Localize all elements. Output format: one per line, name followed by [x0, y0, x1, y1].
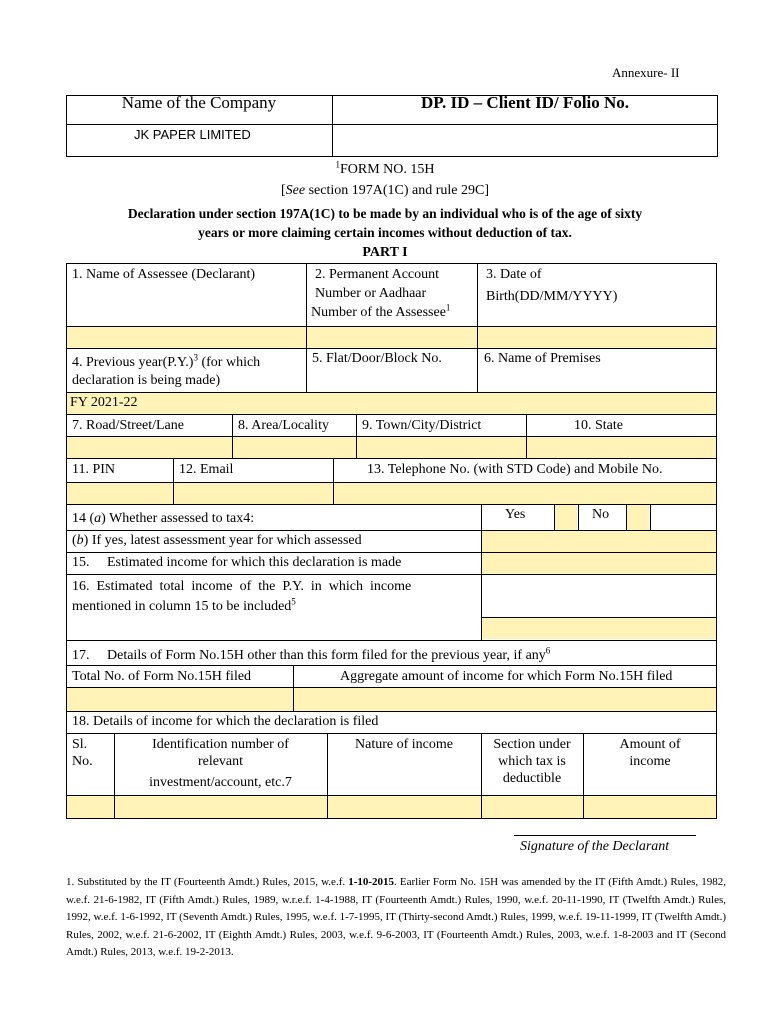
aggregate-income-label: Aggregate amount of income for which Form No.15H filed: [340, 669, 673, 684]
pin-label: 11. PIN: [72, 462, 116, 477]
form15h-details-label: 17. Details of Form No.15H other than this form filed for the previous year, if any$^6$: [72, 645, 551, 663]
declaration-line-1: Declaration under section 197A(1C) to be made by an individual who is of the age of sixty: [127, 206, 643, 221]
amount-header-line2: income: [629, 754, 671, 769]
total-forms-filed-label: Total No. of Form No.15H filed: [72, 669, 252, 684]
amount-header-line1: Amount of: [619, 737, 681, 752]
total-income-label-line1: 16. Estimated total income of the P.Y. in which income: [72, 579, 412, 594]
yes-label: Yes: [505, 507, 526, 522]
form-reference: [See section 197A(1C) and rule 29C]: [280, 183, 490, 198]
pan-label-line3: Number of the Assessee$^1$: [311, 302, 451, 320]
no-label: No: [592, 507, 610, 522]
signature-label: Signature of the Declarant: [520, 839, 670, 854]
income-details-label: 18. Details of income for which the declaration is filed: [72, 714, 379, 729]
previous-year-label-line2: declaration is being made): [72, 373, 221, 388]
email-label: 12. Email: [179, 462, 234, 477]
section-header-line1: Section under: [493, 737, 571, 752]
area-label: 8. Area/Locality: [238, 418, 329, 433]
part-label: PART I: [362, 245, 408, 260]
sl-no-header-line2: No.: [72, 754, 93, 769]
previous-year-label-line1: 4. Previous $year(P.Y.)^3$ (for which: [72, 352, 261, 370]
flat-no-label: 5. Flat/Door/Block No.: [312, 351, 442, 366]
pan-label-line2: Number or Aadhaar: [315, 286, 427, 301]
estimated-income-label: 15. Estimated income for which this declaration is made: [72, 555, 402, 570]
form-title: $^1$FORM NO. 15H: [335, 159, 435, 177]
town-label: 9. Town/City/District: [362, 418, 482, 433]
signature-line: [514, 835, 696, 836]
declaration-line-2: years or more claiming certain incomes without deduction of tax.: [198, 225, 572, 240]
section-header-line2: which tax is: [498, 754, 566, 769]
dob-label-line2: Birth(DD/MM/YYYY): [486, 289, 618, 304]
company-name-value: JK PAPER LIMITED: [134, 127, 251, 142]
nature-of-income-header: Nature of income: [355, 737, 453, 752]
dob-label-line1: 3. Date of: [486, 267, 542, 282]
assessed-to-tax-label: 14 (a) Whether assessed to tax4:: [72, 511, 255, 526]
section-header-line3: deductible: [502, 771, 562, 786]
assessment-year-label: (b) If yes, latest assessment year for which assessed: [72, 533, 362, 548]
previous-year-value[interactable]: FY 2021-22: [70, 395, 138, 410]
state-label: 10. State: [574, 418, 623, 433]
identification-header-line1: Identification number of: [152, 737, 289, 752]
client-id-field[interactable]: [334, 126, 716, 155]
identification-header-line2: relevant: [197, 754, 244, 769]
assessee-name-label: 1. Name of Assessee (Declarant): [72, 267, 256, 282]
company-name-header: Name of the Company: [121, 93, 277, 112]
client-id-header: DP. ID – Client ID/ Folio No.: [420, 93, 630, 112]
annexure-label: Annexure- II: [612, 65, 680, 80]
premises-label: 6. Name of Premises: [484, 351, 601, 366]
identification-header-line3: investment/account, etc.7: [149, 775, 292, 790]
sl-no-header-line1: Sl.: [72, 737, 88, 752]
total-income-label-line2: mentioned in column 15 to be included$^5$: [72, 596, 296, 614]
telephone-label: 13. Telephone No. (with STD Code) and Mobile No.: [367, 462, 663, 477]
pan-label-line1: 2. Permanent Account: [315, 267, 440, 282]
road-label: 7. Road/Street/Lane: [72, 418, 184, 433]
footnote: 1. Substituted by the IT (Fourteenth Amdt.) Rules, 2015, w.e.f. 1-10-2015. Earlier Form No. 15H was amended by the IT (Fifth Amdt.) Rules, 1982, w.e.f. 21-6-1982, IT (Fifth Amdt.) Rules, 1989, w.r.e.f. 1-4-1988, IT (Fourteenth Amdt.) Rules, 1990, w.e.f. 20-11-1990, IT (Twelfth Amdt.) Rules, 1992, w.e.f. 1-6-1992, IT (Seventh Amdt.) Rules, 1995, w.e.f. 1-7-1995, IT (Thirty-second Amdt.) Rules, 1999, w.e.f. 19-11-1999, IT (Twelfth Amdt.) Rules, 2002, w.e.f. 21-6-2002, IT (Eighth Amdt.) Rules, 2003, w.e.f. 9-6-2003, IT (Fourteenth Amdt.) Rules, 2003, w.e.f. 1-8-2003 and IT (Second Amdt.) Rules, 2013, w.e.f. 19-2-2013.: [66, 876, 726, 958]
